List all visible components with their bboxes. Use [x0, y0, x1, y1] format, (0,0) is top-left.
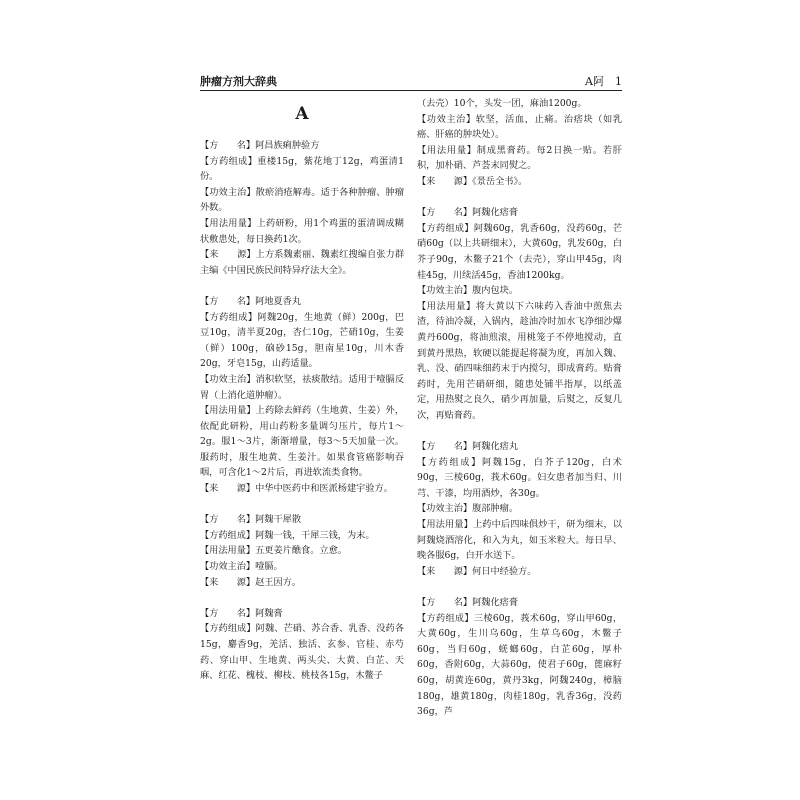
right-entries [417, 112, 622, 720]
entry-row [200, 403, 404, 481]
field-text: 腹内包块。 [472, 285, 519, 297]
entry-row [417, 299, 622, 424]
field-text: 阿魏20g，生地黄（鲜）200g，巴豆10g，清半夏20g，杏仁10g，芒硝10g，生姜（鲜）100g，硇砂15g，胆南星10g，川木香20g，牙皂15g，山药适量。 [200, 311, 404, 370]
entry-row [417, 611, 622, 720]
field-label: 【方药组成】 [200, 311, 258, 323]
field-text: 重楼15g，紫花地丁12g，鸡蛋清1份。 [200, 155, 404, 183]
field-text: 阿魏60g，乳香60g，没药60g，芒硝60g（以上共研细末），大黄60g，乳发60g，白芥子90g，木鳖子21个（去壳），穿山甲45g，肉桂45g，川续活45g，香油1200kg。 [417, 222, 623, 281]
entry-row [417, 112, 622, 143]
field-label: 【方药组成】 [200, 529, 256, 541]
entry-row [200, 481, 404, 497]
entry-row [200, 372, 404, 403]
entry-row [417, 517, 622, 564]
field-label: 【方 名】 [417, 207, 473, 219]
field-text: 中华中医药中和医派杨建宇验方。 [255, 483, 393, 495]
entry-row [417, 564, 622, 580]
field-label: 【来 源】 [200, 249, 256, 261]
field-text: 阿魏15g，白芥子120g，白术90g，三棱60g，莪术60g。妇女患者加当归、川芎、干漆，均用酒炒，各30g。 [417, 456, 622, 499]
field-text: 阿魏干犀散 [255, 514, 302, 526]
field-label: 【功效主治】 [200, 561, 256, 573]
field-text: 上药研粉，用1个鸡蛋的蛋清调成糊状敷患处，每日换药1次。 [200, 217, 404, 245]
field-text: 噎膈。 [255, 561, 283, 573]
field-label: 【方 名】 [200, 295, 256, 307]
field-label: 【方药组成】 [417, 456, 482, 468]
field-text: 阿魏化痞丸 [472, 441, 519, 453]
entry-row [417, 143, 622, 174]
field-label: 【功效主治】 [417, 285, 473, 297]
entry-row [200, 138, 404, 154]
field-text: 制成黑膏药。每2日换一贴。若肝积，加朴硝、芦荟末同熨之。 [417, 144, 622, 172]
entry-row [200, 543, 404, 559]
field-text: 阿魏、芒硝、苏合香、乳香、没药各15g，麝香9g，羌活、独活、玄参、官桂、赤芍药、穿山甲、生地黄、两头尖、大黄、白芷、天麻、红花、槐枝、柳枝、桃枝各15g，木鳖子 [200, 623, 405, 682]
entry-row [200, 575, 404, 591]
field-text: 阿魏化痞膏 [472, 597, 519, 608]
entry-row [417, 174, 622, 190]
formula-entry [417, 595, 622, 720]
entry-row [200, 216, 404, 247]
field-text: 上药除去鲜药（生地黄、生姜）外，依配此研粉，用山药粉多量调匀压片，每片1～2g。服1～3片，渐渐增量，每3～5天加量一次。服药时，服生地黄、生姜汁。如果食管癌影响吞咽，可含化1～2片后，再进软流类食物。 [200, 405, 405, 479]
entry-row [200, 154, 404, 185]
entry-row [200, 185, 404, 216]
formula-entry [200, 606, 404, 684]
field-label: 【来 源】 [417, 565, 473, 577]
formula-entry [417, 439, 622, 579]
page-header [200, 70, 622, 92]
entry-row [417, 455, 622, 502]
left-column [200, 96, 404, 699]
field-label: 【用法用量】 [417, 519, 473, 531]
formula-entry [417, 205, 622, 423]
field-label: 【用法用量】 [200, 217, 257, 229]
entry-row [417, 205, 622, 221]
book-title: 肿瘤方剂大辞典 [200, 75, 277, 88]
field-text: 上方系魏素丽、魏素红搜编自张力群主编《中国民族民间特异疗法大全》。 [200, 249, 405, 276]
field-text: 阿魏膏 [255, 607, 283, 619]
entry-row [417, 595, 622, 611]
field-text: 阿昌族痢肿验方 [255, 140, 320, 151]
entry-row [417, 501, 622, 517]
field-label: 【用法用量】 [417, 144, 477, 156]
field-label: 【功效主治】 [417, 113, 476, 125]
entry-row [200, 512, 404, 528]
entry-row [200, 559, 404, 575]
field-text: 何日中经验方。 [472, 565, 537, 577]
field-label: 【方 名】 [417, 597, 473, 608]
formula-entry [417, 112, 622, 190]
entry-row [200, 310, 404, 372]
field-label: 【方 名】 [417, 441, 473, 453]
field-text: 三棱60g，莪术60g，穿山甲60g，大黄60g，生川乌60g，生草乌60g，木鳖子60g，当归60g，蜣螂60g，白芷60g，厚朴60g，香附60g，大蒜60g，使君子60g，蓖麻籽60g，胡黄连60g，黄丹3kg，阿魏240g，樟脑180g，雄黄180g，肉桂180g，乳香36g，没药36g，芦 [417, 612, 623, 718]
entry-row [200, 528, 404, 544]
header-divider [200, 90, 622, 91]
page-number: A阿 1 [585, 75, 622, 88]
field-label: 【功效主治】 [200, 186, 256, 198]
continuation-text: （去壳）10个，头发一团，麻油1200g。 [417, 98, 587, 109]
field-text: 《景岳全书》。 [472, 175, 528, 187]
entry-row [417, 221, 622, 283]
field-label: 【方药组成】 [417, 222, 474, 234]
section-letter: A [295, 104, 309, 124]
field-text: 腹部肿瘤。 [472, 503, 519, 515]
field-label: 【用法用量】 [200, 545, 256, 557]
field-label: 【功效主治】 [417, 503, 473, 515]
right-column [417, 96, 622, 735]
left-entries [200, 138, 404, 684]
field-label: 【用法用量】 [417, 300, 476, 312]
entry-row [200, 247, 404, 278]
field-label: 【方 名】 [200, 514, 256, 526]
field-label: 【用法用量】 [200, 405, 256, 417]
field-label: 【来 源】 [200, 576, 256, 588]
field-label: 【功效主治】 [200, 373, 256, 385]
field-text: 散瘀消疮解毒。适于各种肿瘤、肿瘤外数。 [200, 186, 405, 214]
field-text: 阿魏化痞膏 [472, 207, 519, 219]
entry-row [200, 294, 404, 310]
formula-entry [200, 512, 404, 590]
field-label: 【方药组成】 [200, 155, 258, 167]
entry-row [417, 439, 622, 455]
field-label: 【来 源】 [200, 483, 256, 495]
field-text: 上药中后四味俱炒干，研为细末，以阿魏烧酒溶化，和入为丸，如玉米粒大。每日早、晚各服6g，白开水送下。 [417, 519, 623, 562]
field-text: 阿地夏香丸 [255, 295, 302, 307]
field-text: 五更姜片醮食。立愈。 [255, 545, 347, 557]
field-label: 【来 源】 [417, 175, 473, 187]
field-text: 消积软坚，祛痰散结。适用于噎膈反胃（上消化道肿瘤）。 [200, 373, 405, 401]
field-label: 【方药组成】 [417, 612, 474, 624]
entry-row [200, 606, 404, 622]
field-label: 【方 名】 [200, 140, 256, 151]
field-label: 【方药组成】 [200, 623, 256, 635]
entry-row [200, 621, 404, 683]
field-text: 将大黄以下六味药入香油中煎焦去渣，待油冷凝，入锅内，趁油冷时加水飞净细沙爆黄丹600g，将油煎滚，用桃笼子不停地搅动，直到黄丹黑热，软硬以能提起将凝为度，再加入魏、乳、没、硝四味细药末于内搅匀，即成膏药。贴膏药时，先用芒硝研细，随患处铺半指厚，以纸盖定，用热熨之良久，硝少再加量，后熨之，反复几次，再贴膏药。 [417, 300, 623, 421]
field-text: 软坚，活血，止痛。治痞块（如乳癌、肝癌的肿块处）。 [417, 113, 623, 141]
field-label: 【方 名】 [200, 607, 256, 619]
formula-entry [200, 294, 404, 497]
formula-entry [200, 138, 404, 278]
field-text: 赵王因方。 [255, 576, 302, 588]
entry-row [417, 283, 622, 299]
field-text: 阿魏一钱，干犀三钱，为末。 [255, 529, 375, 541]
